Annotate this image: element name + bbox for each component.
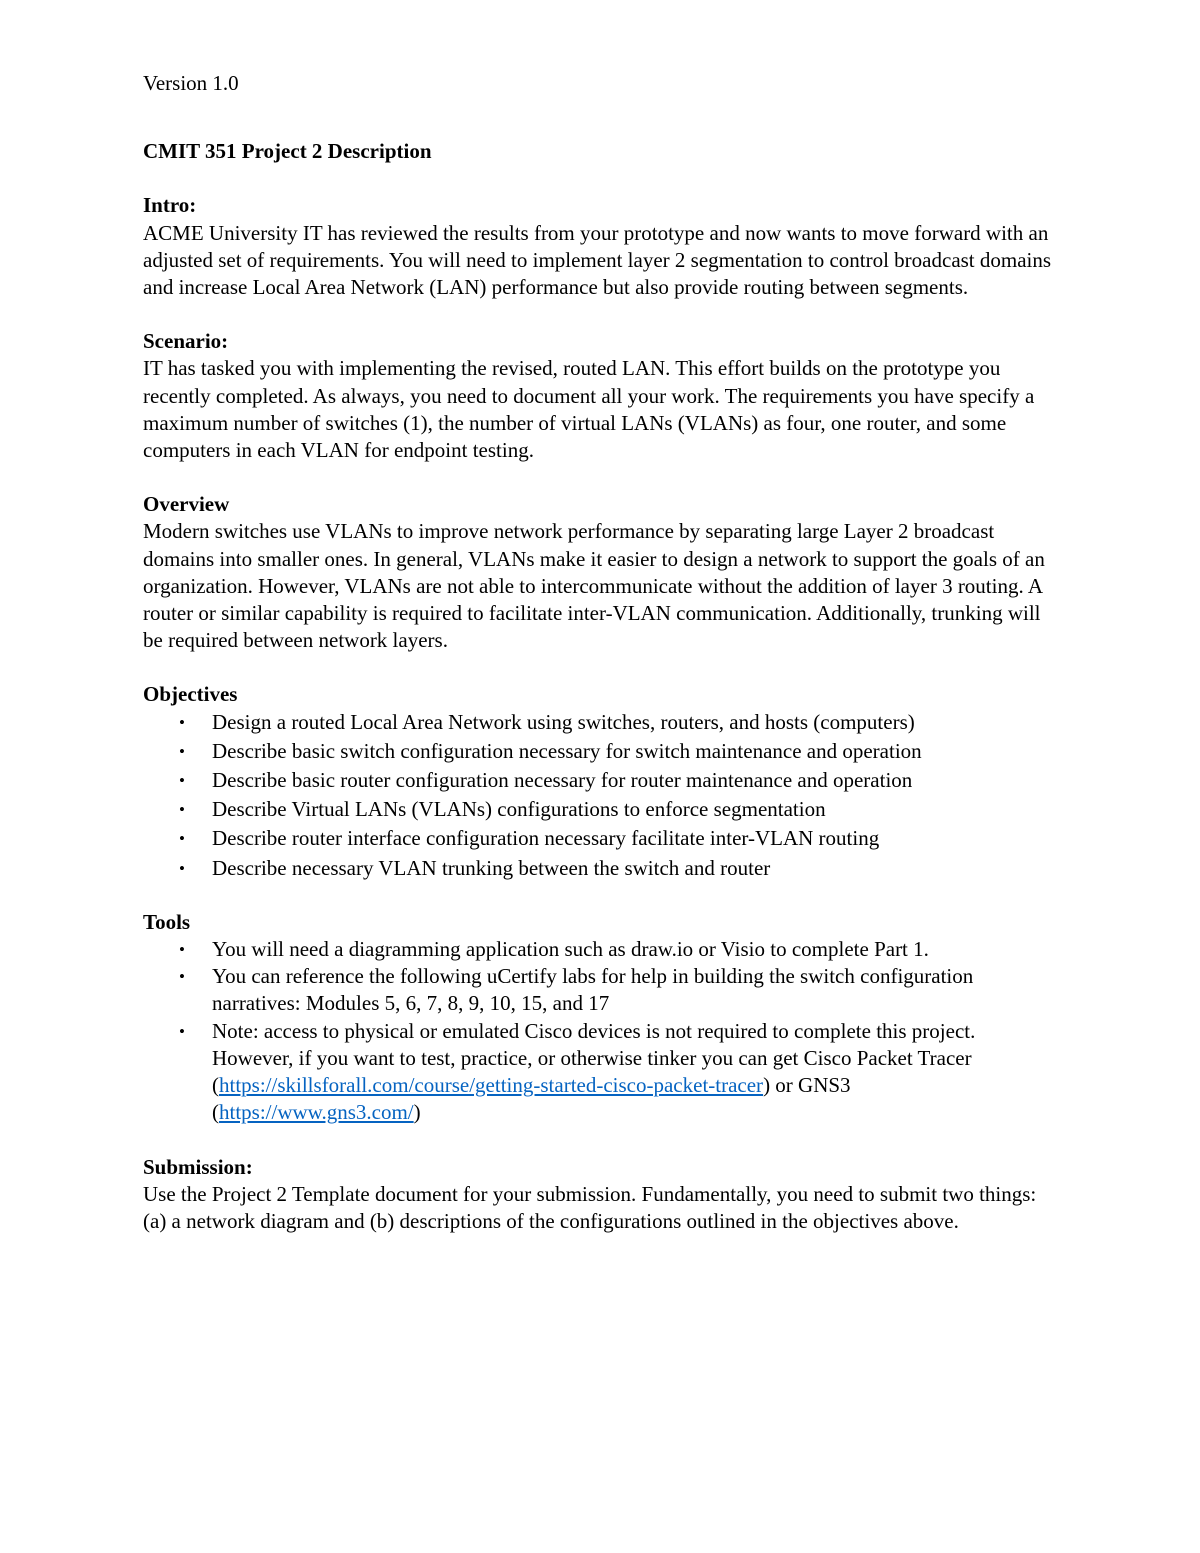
list-item [143,825,1058,852]
bullet-icon: • [179,940,185,960]
bullet-icon: • [179,829,185,849]
list-item [143,796,1058,823]
list-item [143,855,1058,882]
submission-heading: Submission: [143,1154,253,1179]
bullet-icon: • [179,712,185,732]
tools-heading: Tools [143,909,191,934]
list-item [143,936,1058,963]
bullet-icon: • [179,741,185,761]
tool-note-text-2: ) or GNS3 ( [212,1073,851,1125]
objectives-section [143,681,1060,881]
bullet-icon: • [179,771,185,791]
objective-text: Describe router interface configuration necessary facilitate inter-VLAN routing [212,826,880,851]
packet-tracer-link[interactable]: https://skillsforall.com/course/getting-started-cisco-packet-tracer [219,1073,764,1098]
objectives-heading: Objectives [143,682,238,707]
bullet-icon: • [179,858,185,878]
objective-text: Describe necessary VLAN trunking between the switch and router [212,855,771,880]
intro-heading: Intro: [143,193,197,218]
list-item [143,709,1058,736]
bullet-icon: • [179,800,185,820]
submission-section [143,1154,1060,1236]
objectives-list [143,709,1060,882]
tool-text: You can reference the following uCertify labs for help in building the switch configuration narratives: Modules 5, 6, 7, 8, 9, 10, 15, and 17 [212,964,974,1016]
tool-text: You will need a diagramming application such as draw.io or Visio to complete Part 1. [212,937,929,962]
bullet-icon: • [179,1021,185,1041]
gns3-link[interactable]: https://www.gns3.com/ [219,1100,414,1125]
intro-text: ACME University IT has reviewed the results from your prototype and now wants to move forward with an adjusted set of requirements. You will need to implement layer 2 segmentation to control broadcast domains and increase Local Area Network (LAN) performance but also provide routing between segments. [143,220,1052,300]
list-item [143,738,1058,765]
tools-list [143,936,1060,1126]
list-item [143,1018,1058,1127]
intro-section [143,192,1060,301]
objective-text: Describe Virtual LANs (VLANs) configurations to enforce segmentation [212,797,826,822]
bullet-icon: • [179,967,185,987]
objective-text: Describe basic router configuration necessary for router maintenance and operation [212,768,913,793]
tools-section [143,909,1060,1127]
tool-note-text: Note: access to physical or emulated Cisco devices is not required to complete this project. However, if you want to test, practice, or otherwise tinker you can get Cisco Packet Tracer ( [212,1018,976,1098]
objective-text: Describe basic switch configuration necessary for switch maintenance and operation [212,738,922,763]
submission-text: Use the Project 2 Template document for your submission. Fundamentally, you need to submit two things: (a) a network diagram and (b) descriptions of the configurations outlined in the objectives above. [143,1181,1037,1233]
overview-heading: Overview [143,492,230,517]
tool-note-text-3: ) [413,1100,421,1125]
scenario-text: IT has tasked you with implementing the revised, routed LAN. This effort builds on the prototype you recently completed. As always, you need to document all your work. The requirements you have specify a maximum number of switches (1), the number of virtual LANs (VLANs) as four, one router, and some computers in each VLAN for endpoint testing. [143,356,1035,463]
objective-text: Design a routed Local Area Network using switches, routers, and hosts (computers) [212,709,915,734]
list-item [143,963,1058,1017]
version-label: Version 1.0 [143,71,239,95]
scenario-section [143,328,1060,464]
overview-text: Modern switches use VLANs to improve network performance by separating large Layer 2 broadcast domains into smaller ones. In general, VLANs make it easier to design a network to support the goals of an organization. However, VLANs are not able to intercommunicate without the addition of layer 3 routing. A router or similar capability is required to facilitate inter-VLAN communication. Additionally, trunking will be required between network layers. [143,519,1045,653]
overview-section [143,491,1060,654]
scenario-heading: Scenario: [143,329,229,354]
page-title: CMIT 351 Project 2 Description [143,139,432,164]
list-item [143,767,1058,794]
